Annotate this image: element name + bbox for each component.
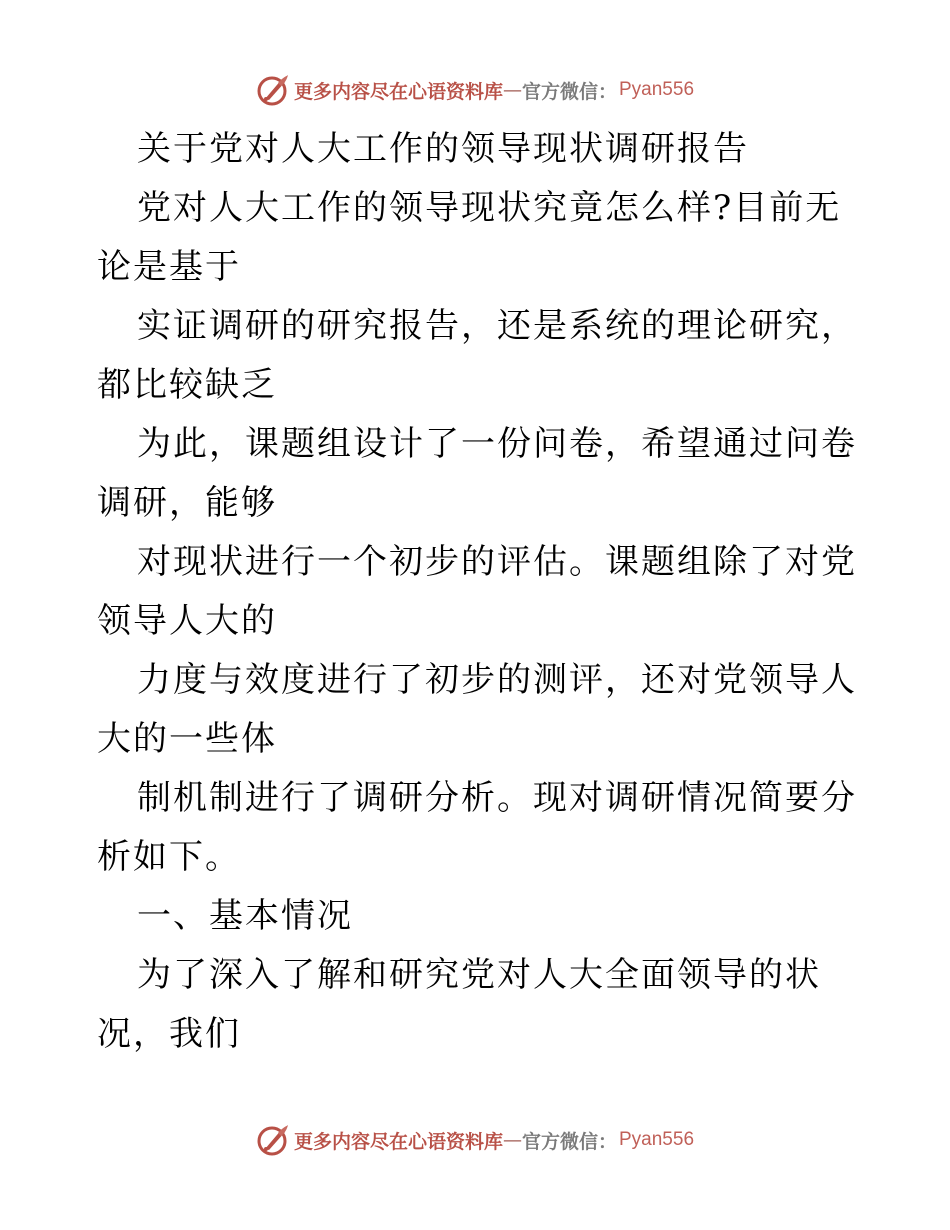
quill-pen-logo-icon [256,73,290,107]
banner-separator: — [502,79,522,101]
document-body [97,120,857,1064]
banner-wechat-label: 官方微信： [521,1130,617,1153]
paragraph: 为了深入了解和研究党对人大全面领导的状况，我们 [97,955,821,1054]
banner-wechat-id: Pyan556 [619,1129,695,1150]
paragraph: 党对人大工作的领导现状究竟怎么样?目前无论是基于 [97,188,842,287]
header-banner [0,72,950,108]
banner-wechat-label: 官方微信： [521,80,617,103]
banner-separator: — [502,1129,522,1151]
banner-promo-text: 更多内容尽在心语资料库 [293,80,503,103]
paragraph: 制机制进行了调研分析。现对调研情况简要分析如下。 [97,778,857,877]
quill-pen-logo-icon [256,1123,290,1157]
banner-wechat-id: Pyan556 [619,79,695,100]
section-heading: 一、基本情况 [137,896,353,936]
paragraph: 为此，课题组设计了一份问卷，希望通过问卷调研，能够 [97,424,857,523]
paragraph: 力度与效度进行了初步的测评，还对党领导人大的一些体 [97,660,857,759]
document-title: 关于党对人大工作的领导现状调研报告 [137,129,749,169]
paragraph: 对现状进行一个初步的评估。课题组除了对党领导人大的 [97,542,857,641]
footer-banner [0,1122,950,1158]
paragraph: 实证调研的研究报告，还是系统的理论研究，都比较缺乏 [97,306,857,405]
banner-promo-text: 更多内容尽在心语资料库 [293,1130,503,1153]
